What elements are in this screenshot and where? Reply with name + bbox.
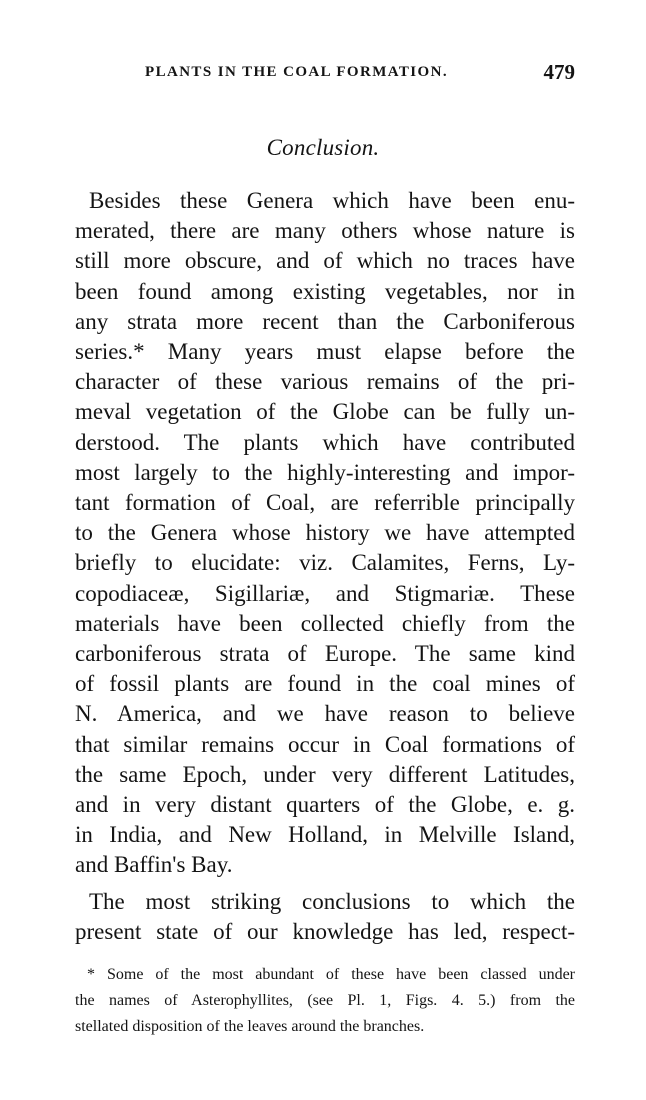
text-line: merated, there are many others whose nature is	[75, 218, 575, 244]
footnote-line: the names of Asterophyllites, (see Pl. 1, Figs. 4. 5.) from the	[75, 992, 575, 1009]
text-line: still more obscure, and of which no traces have	[75, 248, 575, 274]
body-text	[75, 186, 575, 947]
running-head	[145, 62, 575, 88]
text-line: The most striking conclusions to which the	[89, 888, 575, 914]
footnote	[75, 962, 575, 1040]
text-line: series.* Many years must elapse before the	[75, 339, 575, 365]
page-number: 479	[543, 60, 575, 84]
text-line: present state of our knowledge has led, respect-	[75, 918, 575, 944]
text-line: materials have been collected chiefly from the	[75, 610, 575, 636]
text-line: copodiaceæ, Sigillariæ, and Stigmariæ. These	[75, 580, 575, 606]
text-line: N. America, and we have reason to believe	[75, 701, 575, 727]
running-title: PLANTS IN THE COAL FORMATION.	[145, 64, 448, 80]
text-line: of fossil plants are found in the coal mines of	[75, 671, 575, 697]
paragraph-2	[75, 887, 575, 947]
paragraph-1	[75, 186, 575, 881]
text-line: most largely to the highly-interesting and impor-	[75, 459, 575, 485]
text-line: and in very distant quarters of the Globe, e. g.	[75, 792, 575, 818]
text-line: character of these various remains of the pri-	[75, 369, 575, 395]
text-line: the same Epoch, under very different Latitudes,	[75, 761, 575, 787]
text-line: briefly to elucidate: viz. Calamites, Ferns, Ly-	[75, 550, 575, 576]
text-line: meval vegetation of the Globe can be fully un-	[75, 399, 575, 425]
section-heading: Conclusion.	[266, 135, 380, 160]
text-line: been found among existing vegetables, nor in	[75, 278, 575, 304]
text-line: Besides these Genera which have been enu-	[89, 188, 575, 213]
text-line: to the Genera whose history we have attempted	[75, 520, 575, 546]
text-line: that similar remains occur in Coal formations of	[75, 731, 575, 757]
text-line: tant formation of Coal, are referrible principally	[75, 490, 575, 516]
text-line: in India, and New Holland, in Melville Island,	[75, 822, 575, 848]
text-line: any strata more recent than the Carboniferous	[75, 308, 575, 334]
text-line: derstood. The plants which have contributed	[75, 429, 575, 455]
footnote-line: stellated disposition of the leaves around the branches.	[75, 1018, 425, 1035]
footnote-line: * Some of the most abundant of these have been classed under	[87, 966, 575, 983]
text-line: carboniferous strata of Europe. The same kind	[75, 641, 575, 667]
text-line: and Baffin's Bay.	[75, 852, 233, 878]
